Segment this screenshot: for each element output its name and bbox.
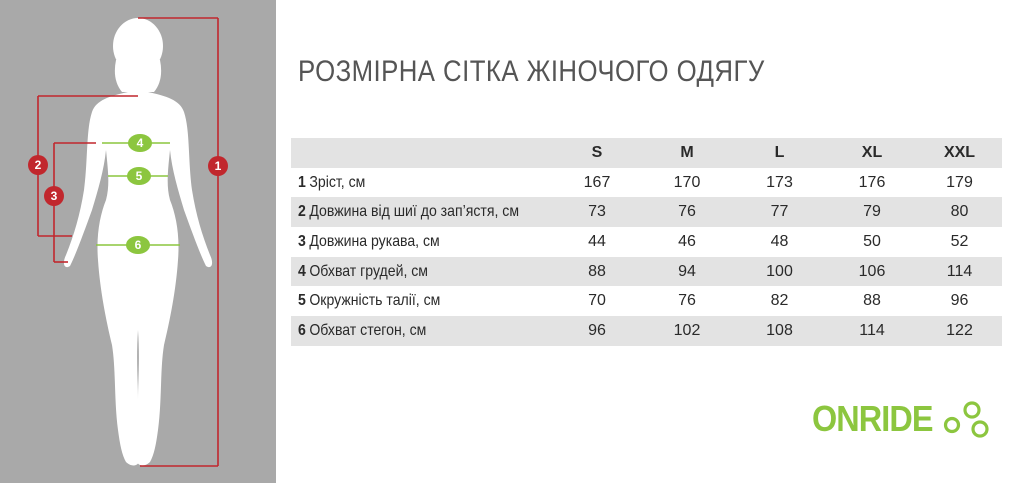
size-header-row (291, 138, 1002, 168)
table-cell: 88 (588, 262, 606, 280)
logo-text: ONRIDE (812, 398, 933, 439)
table-cell: 52 (950, 232, 969, 250)
table-cell: 82 (770, 292, 789, 310)
row-title: Окружність талії, см (309, 292, 441, 310)
table-row-height (291, 168, 1002, 198)
svg-text:6: 6 (134, 238, 142, 252)
table-row-sleeve (291, 227, 1002, 257)
table-cell: 96 (588, 321, 606, 339)
table-row-chest (291, 257, 1002, 287)
table-cell: 114 (859, 321, 885, 339)
svg-text:4: 4 (136, 136, 144, 150)
table-cell: 48 (770, 232, 789, 250)
table-cell: 70 (588, 292, 606, 310)
onride-logo (812, 396, 994, 442)
marker-2 (28, 155, 48, 175)
table-cell: 179 (946, 173, 973, 191)
marker-3 (44, 186, 64, 206)
marker-6 (126, 236, 150, 254)
svg-text:3: 3 (50, 189, 58, 203)
table-cell: 94 (678, 262, 696, 280)
marker-4 (128, 134, 152, 152)
svg-text:2: 2 (34, 158, 42, 172)
table-cell: 102 (673, 321, 701, 339)
table-row-neck-to-wrist (291, 197, 1002, 227)
size-chart-table (291, 138, 1002, 346)
row-label (291, 168, 552, 198)
row-title: Обхват стегон, см (309, 321, 427, 339)
row-label (291, 257, 552, 287)
table-cell: 167 (583, 173, 611, 191)
row-label (291, 316, 552, 346)
table-cell: 100 (766, 262, 793, 280)
row-number: 4 (298, 262, 306, 280)
row-number: 1 (298, 173, 306, 191)
table-cell: 79 (863, 203, 881, 221)
marker-1 (208, 156, 228, 176)
row-number: 5 (298, 292, 306, 310)
table-cell: 96 (950, 292, 969, 310)
table-row-waist (291, 286, 1002, 316)
marker-5 (127, 167, 151, 185)
table-cell: 80 (950, 203, 969, 221)
body-silhouette-diagram (0, 0, 276, 483)
row-label (291, 286, 552, 316)
row-title: Довжина від шиї до зап’ястя, см (309, 203, 520, 221)
body-measurement-figure (0, 0, 276, 483)
row-number: 2 (298, 203, 306, 221)
table-cell: 108 (766, 321, 793, 339)
table-cell: 170 (673, 173, 701, 191)
row-number: 3 (298, 232, 306, 250)
table-cell: 76 (678, 203, 696, 221)
table-row-hips (291, 316, 1002, 346)
table-cell: 50 (863, 232, 881, 250)
table-cell: 44 (588, 232, 606, 250)
table-cell: 106 (858, 262, 886, 280)
page-title: РОЗМІРНА СІТКА ЖІНОЧОГО ОДЯГУ (298, 55, 765, 88)
size-header-s: S (591, 143, 603, 161)
size-header-l: L (774, 143, 785, 161)
table-cell: 77 (770, 203, 789, 221)
size-header-xl: XL (861, 143, 883, 161)
svg-text:1: 1 (214, 159, 222, 173)
table-cell: 88 (863, 292, 881, 310)
header-empty-cell (291, 138, 552, 168)
size-header-m: M (680, 143, 694, 161)
row-number: 6 (298, 321, 306, 339)
table-cell: 176 (858, 173, 886, 191)
row-title: Зріст, см (309, 173, 366, 191)
table-cell: 46 (678, 232, 696, 250)
row-label (291, 227, 552, 257)
size-header-xxl: XXL (943, 143, 976, 161)
row-title: Обхват грудей, см (309, 262, 428, 280)
table-cell: 173 (766, 173, 793, 191)
logo-rings-icon (942, 398, 994, 440)
row-title: Довжина рукава, см (309, 232, 440, 250)
table-cell: 122 (946, 321, 973, 339)
row-label (291, 197, 552, 227)
table-cell: 76 (678, 292, 696, 310)
table-cell: 73 (588, 203, 606, 221)
table-cell: 114 (946, 262, 973, 280)
svg-text:5: 5 (135, 169, 143, 183)
